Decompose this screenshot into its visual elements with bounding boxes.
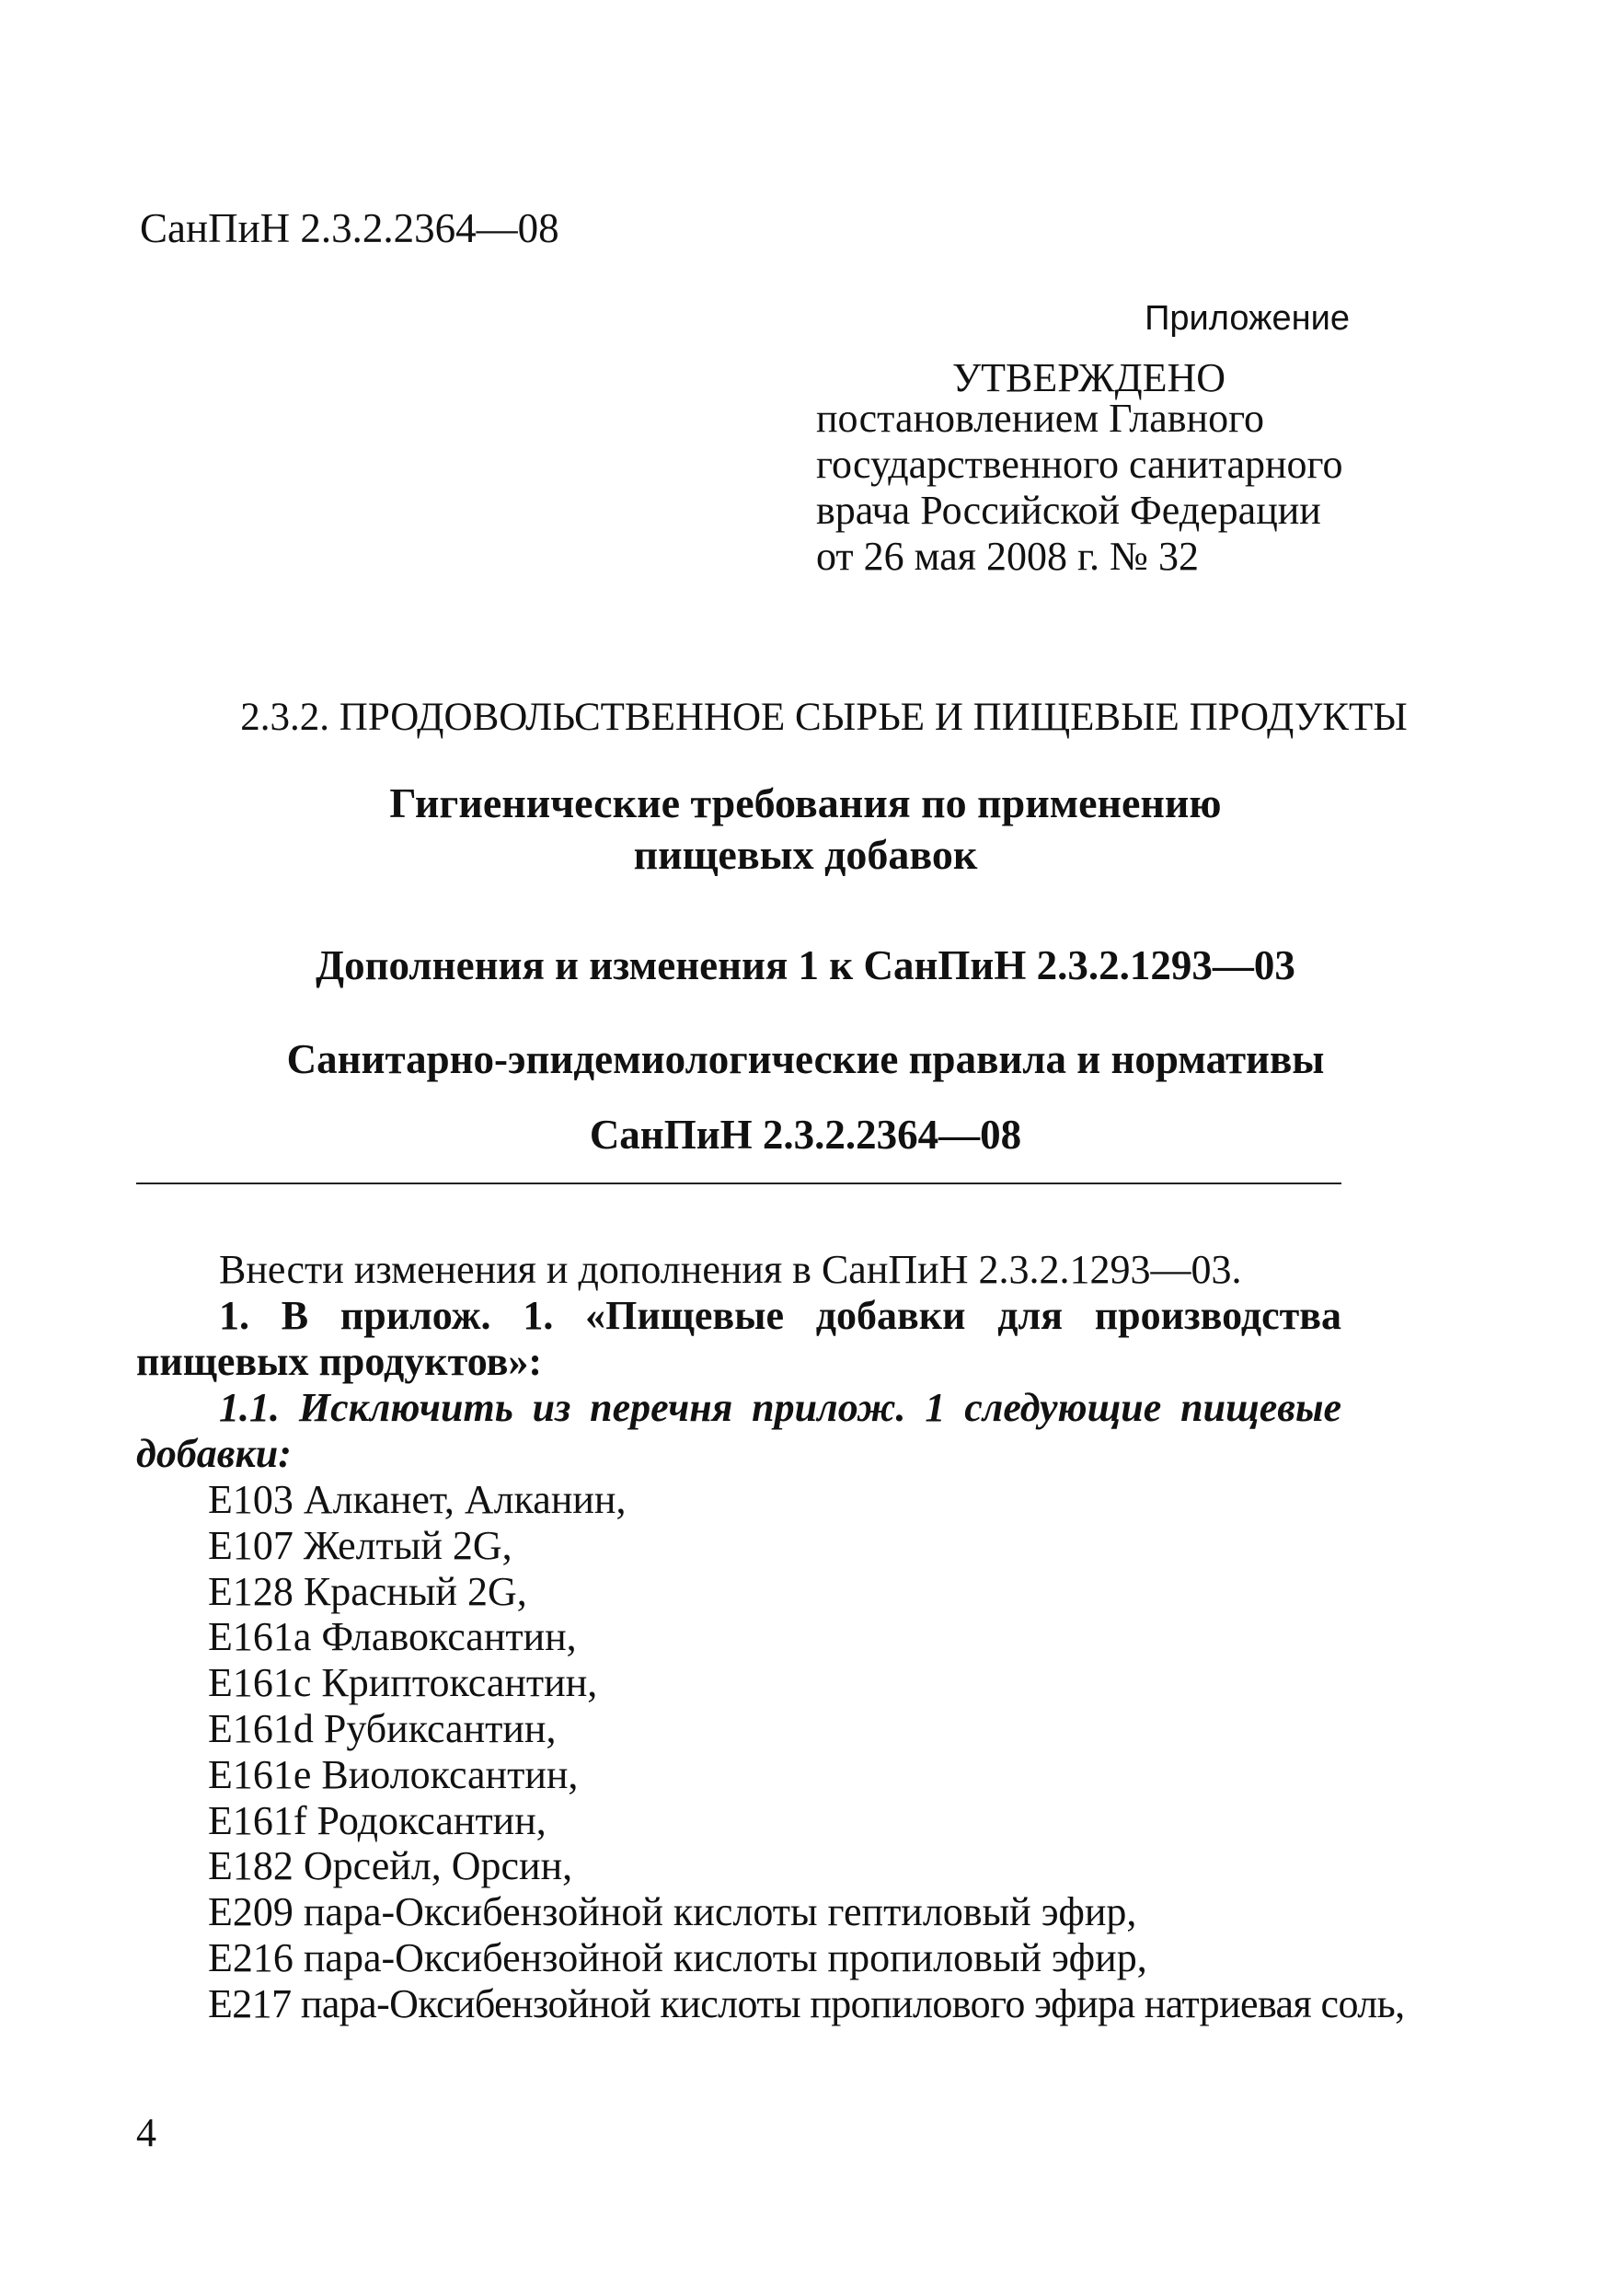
list-item: Е103 Алканет, Алканин,	[208, 1477, 627, 1522]
list-item: Е217 пара-Оксибензойной кислоты пропилового эфира натриевая соль,	[208, 1980, 1405, 2026]
list-item: Е161f Родоксантин,	[208, 1797, 547, 1843]
list-item: Е161d Рубиксантин,	[208, 1705, 557, 1751]
approval-line: врача Российской Федерации	[816, 488, 1321, 533]
list-item: Е182 Орсейл, Орсин,	[208, 1843, 573, 1889]
list-item: Е161а Флавоксантин,	[208, 1614, 577, 1660]
title-divider	[136, 1183, 1341, 1184]
excluded-additives-list	[136, 1477, 1405, 2027]
list-item: Е161е Виолоксантин,	[208, 1751, 579, 1797]
list-item: Е128 Красный 2G,	[208, 1568, 527, 1614]
appendix-label: Приложение	[1145, 299, 1350, 338]
approval-details	[816, 396, 1342, 580]
approved-stamp-title: УТВЕРЖДЕНО	[952, 355, 1226, 400]
approval-date-line: от 26 мая 2008 г. № 32	[816, 534, 1200, 579]
approval-line: государственного санитарного	[816, 442, 1343, 487]
standard-code-title: СанПиН 2.3.2.2364—08	[589, 1112, 1022, 1158]
intro-paragraph: Внести изменения и дополнения в СанПиН 2.3.2.1293—03.	[219, 1247, 1242, 1292]
section-heading: 2.3.2. ПРОДОВОЛЬСТВЕННОЕ СЫРЬЕ И ПИЩЕВЫЕ ПРОДУКТЫ	[240, 696, 1408, 739]
document-body	[136, 1247, 1405, 2027]
point-1-1-paragraph: 1.1. Исключить из перечня прилож. 1 следующие пищевые добавки:	[136, 1385, 1341, 1476]
list-item: Е216 пара-Оксибензойной кислоты пропиловый эфир,	[208, 1934, 1147, 1980]
document-title-line: Гигиенические требования по применению	[389, 779, 1222, 826]
rules-title: Санитарно-эпидемиологические правила и нормативы	[286, 1036, 1325, 1082]
header-document-code: СанПиН 2.3.2.2364—08	[140, 205, 559, 251]
document-title-line: пищевых добавок	[633, 831, 978, 878]
point-1-paragraph: 1. В прилож. 1. «Пищевые добавки для производства пищевых продуктов»:	[136, 1293, 1341, 1384]
document-title	[0, 778, 1611, 881]
page-number: 4	[136, 2110, 156, 2155]
approval-line: постановлением Главного	[816, 396, 1265, 441]
amendment-title: Дополнения и изменения 1 к СанПиН 2.3.2.1293—03	[316, 942, 1295, 988]
list-item: Е209 пара-Оксибензойной кислоты гептиловый эфир,	[208, 1889, 1137, 1935]
list-item: Е161с Криптоксантин,	[208, 1660, 598, 1706]
list-item: Е107 Желтый 2G,	[208, 1522, 512, 1568]
